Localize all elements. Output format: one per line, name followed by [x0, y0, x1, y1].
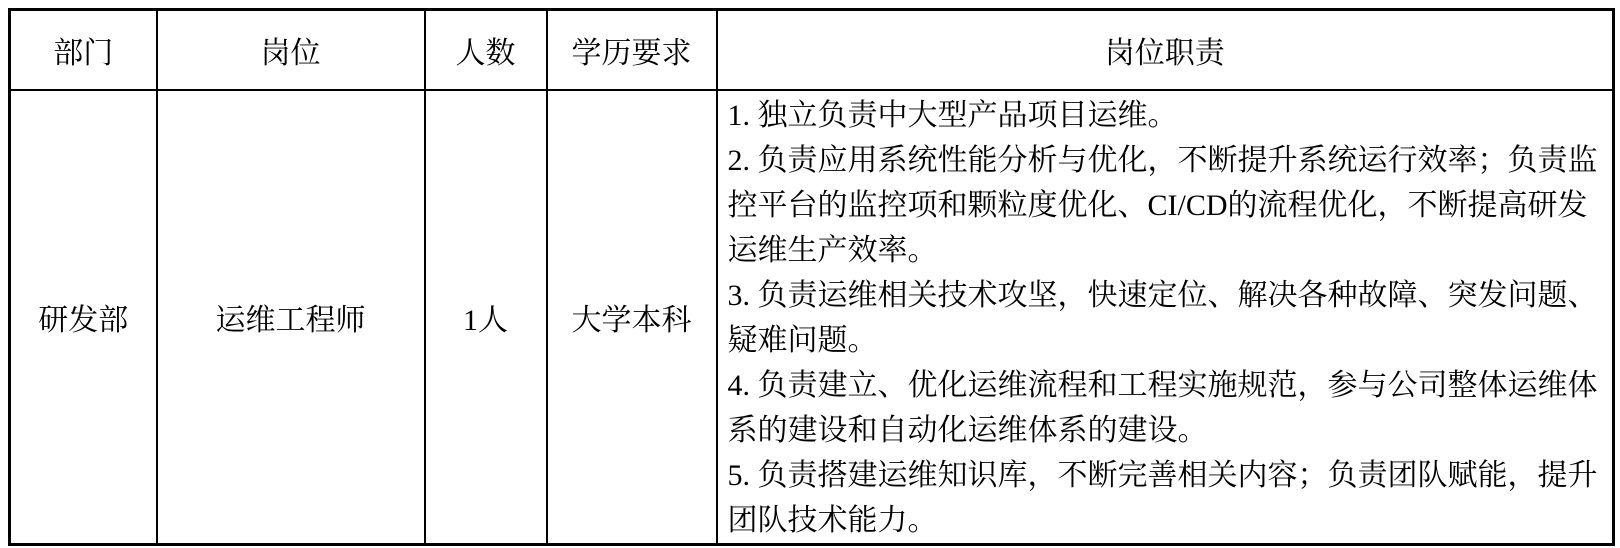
duty-item-1: 1. 独立负责中大型产品项目运维。: [727, 99, 1178, 132]
header-cell-department: 部门: [10, 10, 157, 91]
header-cell-headcount: 人数: [425, 10, 547, 91]
duty-item-5: 5. 负责搭建运维知识库，不断完善相关内容；负责团队赋能，提升团队技术能力。: [727, 459, 1598, 537]
header-cell-duties: 岗位职责: [717, 10, 1614, 91]
table-row: [10, 90, 1614, 545]
cell-department: 研发部: [10, 90, 157, 545]
duty-item-4: 4. 负责建立、优化运维流程和工程实施规范，参与公司整体运维体系的建设和自动化运维体系的建设。: [727, 369, 1598, 447]
header-cell-education: 学历要求: [547, 10, 717, 91]
cell-headcount: 1人: [425, 90, 547, 545]
duty-item-2: 2. 负责应用系统性能分析与优化，不断提升系统运行效率；负责监控平台的监控项和颗粒度优化、CI/CD的流程优化，不断提高研发运维生产效率。: [727, 144, 1598, 267]
job-description-table: [8, 8, 1615, 546]
cell-position: 运维工程师: [157, 90, 425, 545]
header-cell-position: 岗位: [157, 10, 425, 91]
cell-education: 大学本科: [547, 90, 717, 545]
cell-duties: [717, 90, 1614, 545]
duty-item-3: 3. 负责运维相关技术攻坚，快速定位、解决各种故障、突发问题、疑难问题。: [727, 279, 1598, 357]
table-header-row: [10, 10, 1614, 91]
